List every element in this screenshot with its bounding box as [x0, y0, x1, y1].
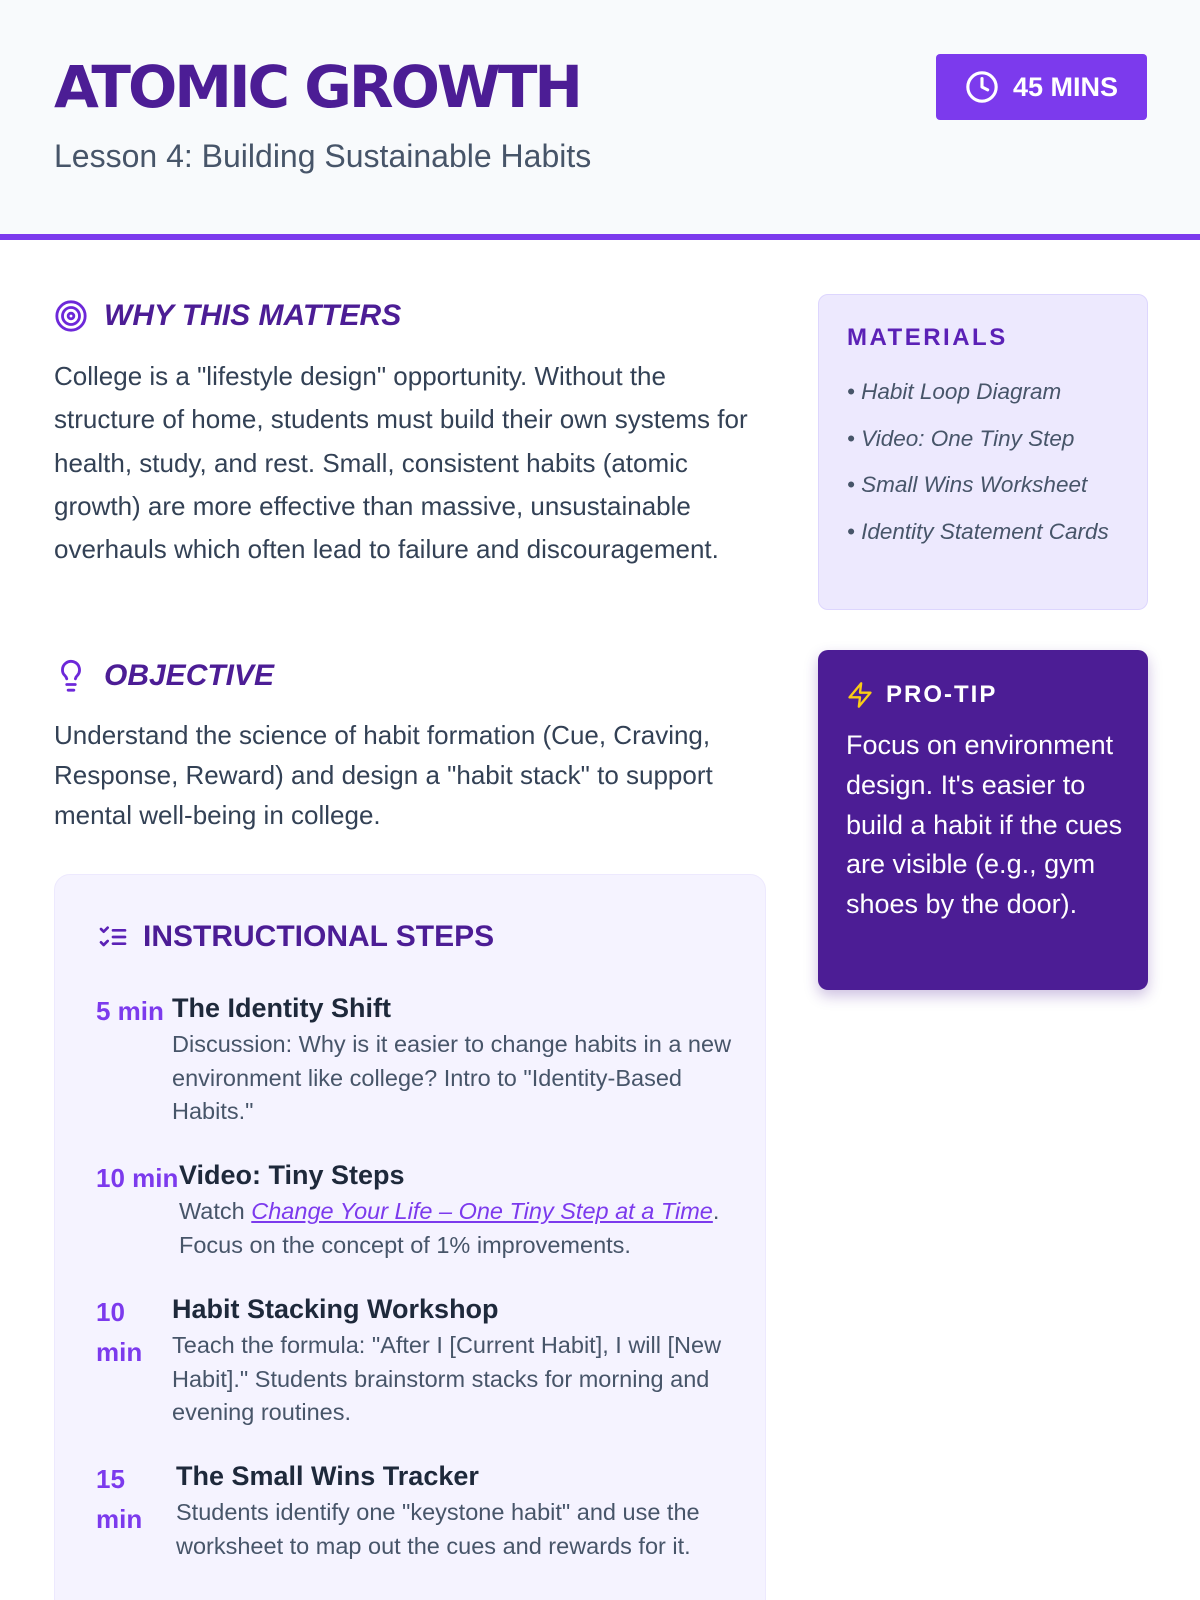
steps-heading	[97, 919, 494, 955]
step-item	[96, 1459, 736, 1563]
step-time: 10 min	[96, 1297, 143, 1367]
step-body	[179, 1158, 739, 1262]
checklist-icon	[97, 921, 129, 953]
pro-tip-title: PRO-TIP	[886, 681, 998, 708]
clock-icon	[965, 70, 999, 104]
duration-label: 45 MINS	[1012, 72, 1119, 102]
lesson-header	[0, 0, 1200, 240]
step-item	[96, 1292, 732, 1430]
step-body	[172, 991, 732, 1129]
step-title: Habit Stacking Workshop	[172, 1294, 499, 1324]
target-icon	[54, 299, 88, 333]
objective-title: OBJECTIVE	[104, 659, 275, 692]
why-section-heading	[54, 298, 401, 334]
materials-panel	[818, 294, 1148, 610]
step-description-prefix: Watch	[179, 1198, 252, 1224]
pro-tip-text: Focus on environment design. It's easier to build a habit if the cues are visible (e.g., gym shoes by the door).	[846, 730, 1123, 920]
list-item: • Identity Statement Cards	[847, 518, 1109, 544]
step-description: Students identify one "keystone habit" and use the worksheet to map out the cues and rewards for it.	[176, 1499, 700, 1559]
step-title: The Small Wins Tracker	[176, 1461, 479, 1491]
page-title: ATOMIC GROWTH	[54, 53, 580, 121]
lightbulb-icon	[54, 659, 88, 693]
step-time: 15 min	[96, 1464, 143, 1534]
list-item: • Video: One Tiny Step	[847, 425, 1075, 451]
materials-list	[847, 375, 1137, 561]
step-body	[176, 1459, 736, 1563]
duration-badge	[936, 54, 1147, 120]
step-body	[172, 1292, 732, 1430]
step-item	[96, 991, 732, 1129]
pro-tip-heading	[846, 680, 997, 710]
why-text: College is a "lifestyle design" opportunity. Without the structure of home, students must build their own systems for health, study, and rest. Small, consistent habits (atomic growth) are more effective than massive, unsustainable overhauls which often lead to failure and discouragement.	[54, 361, 748, 565]
objective-section-heading	[54, 658, 274, 694]
step-description: Teach the formula: "After I [Current Habit], I will [New Habit]." Students brainstorm stacks for morning and evening routines.	[172, 1332, 722, 1425]
step-description-suffix: . Focus on the concept of 1% improvements.	[179, 1198, 720, 1258]
why-title: WHY THIS MATTERS	[104, 299, 402, 332]
step-description: Discussion: Why is it easier to change habits in a new environment like college? Intro to "Identity-Based Habits."	[172, 1031, 732, 1124]
list-item: • Small Wins Worksheet	[847, 472, 1088, 497]
instructional-steps-card	[54, 874, 766, 1600]
step-description	[179, 1195, 739, 1262]
list-item: • Habit Loop Diagram	[847, 379, 1062, 404]
objective-text: Understand the science of habit formation (Cue, Craving, Response, Reward) and design a "habit stack" to support mental well-being in college.	[54, 720, 713, 830]
lightning-icon	[846, 681, 874, 709]
materials-title: MATERIALS	[847, 324, 1008, 351]
step-time: 5 min	[96, 996, 164, 1026]
pro-tip-panel	[818, 650, 1148, 990]
steps-title: INSTRUCTIONAL STEPS	[143, 920, 495, 953]
step-item	[96, 1158, 739, 1262]
lesson-subtitle: Lesson 4: Building Sustainable Habits	[54, 138, 592, 174]
step-title: The Identity Shift	[172, 993, 391, 1023]
step-title: Video: Tiny Steps	[179, 1160, 405, 1190]
video-link[interactable]: Change Your Life – One Tiny Step at a Time	[251, 1198, 713, 1224]
step-time: 10 min	[96, 1163, 179, 1193]
